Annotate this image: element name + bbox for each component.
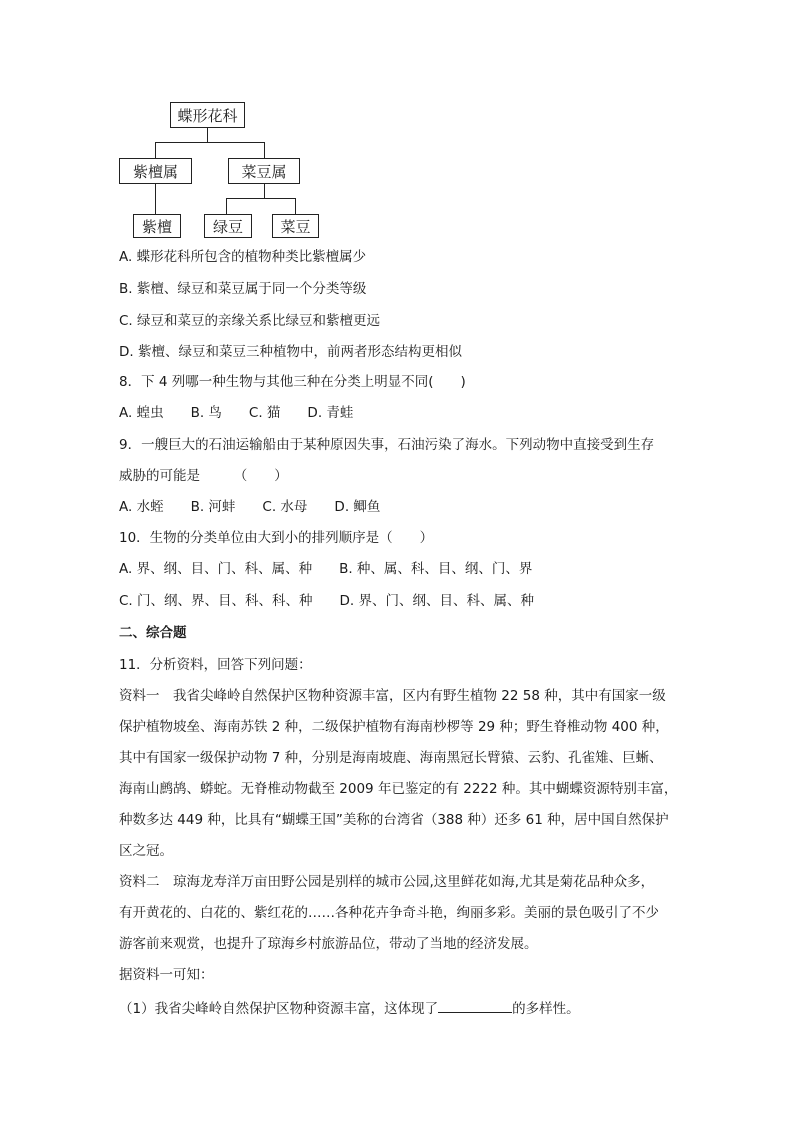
q11-subquestion-1 (119, 998, 580, 1019)
tree-connector (207, 128, 208, 142)
tree-connector (226, 198, 227, 214)
q8-options: A. 蝗虫 B. 鸟 C. 猫 D. 青蛙 (119, 405, 354, 421)
q10-options-line-2: C. 门、纲、界、目、科、科、种 D. 界、门、纲、目、科、属、种 (119, 593, 534, 609)
material-1-line-1: 资料一 我省尖峰岭自然保护区物种资源丰富，区内有野生植物 22 58 种，其中有国家一级 (119, 688, 666, 704)
material-2-line-2: 有开黄花的、白花的、紫红花的……各种花卉争奇斗艳，绚丽多彩。美丽的景色吸引了不少 (119, 905, 659, 921)
tree-node-species-3: 菜豆 (272, 214, 319, 238)
material-1-line-6: 区之冠。 (119, 843, 173, 859)
tree-connector (226, 198, 296, 199)
q9-stem-line-2: 威胁的可能是 （ ） (119, 468, 288, 484)
tree-node-genus-right: 菜豆属 (228, 158, 300, 184)
tree-connector (155, 142, 156, 158)
q11-sub1-text-before: （1）我省尖峰岭自然保护区物种资源丰富，这体现了 (119, 1001, 439, 1017)
classification-tree-diagram (0, 0, 794, 245)
material-1-line-2: 保护植物坡垒、海南苏铁 2 种，二级保护植物有海南杪椤等 29 种；野生脊椎动物 400 种， (119, 719, 669, 735)
section-heading: 二、综合题 (119, 625, 187, 641)
tree-connector (295, 198, 296, 214)
material-1-line-3: 其中有国家一级保护动物 7 种，分别是海南坡鹿、海南黑冠长臂猿、云豹、孔雀雉、巨蜥、 (119, 750, 663, 766)
tree-node-family: 蝶形花科 (170, 102, 245, 128)
tree-node-species-2: 绿豆 (204, 214, 252, 238)
material-2-line-1: 资料二 琼海龙寿洋万亩田野公园是别样的城市公园,这里鲜花如海,尤其是菊花品种众多， (119, 874, 655, 890)
tree-connector (264, 142, 265, 158)
material-1-line-4: 海南山鹧鸪、蟒蛇。无脊椎动物截至 2009 年已鉴定的有 2222 种。其中蝴蝶资源特别丰富， (119, 781, 678, 797)
material-2-line-3: 游客前来观赏，也提升了琼海乡村旅游品位，带动了当地的经济发展。 (119, 936, 538, 952)
tree-node-genus-left: 紫檀属 (119, 158, 192, 184)
q11-sub1-text-after: 的多样性。 (512, 1001, 580, 1017)
answer-blank[interactable] (438, 998, 512, 1013)
q11-stem: 11．分析资料，回答下列问题： (119, 657, 312, 673)
from-material-1-label: 据资料一可知： (119, 967, 214, 983)
q9-options: A. 水蛭 B. 河蚌 C. 水母 D. 鲫鱼 (119, 499, 381, 515)
tree-node-species-1: 紫檀 (133, 214, 181, 238)
tree-connector (155, 142, 265, 143)
q7-option-c: C. 绿豆和菜豆的亲缘关系比绿豆和紫檀更远 (119, 313, 381, 329)
q10-stem: 10．生物的分类单位由大到小的排列顺序是（ ） (119, 530, 434, 546)
q10-options-line-1: A. 界、纲、目、门、科、属、种 B. 种、属、科、目、纲、门、界 (119, 561, 533, 577)
tree-connector (264, 184, 265, 198)
q9-stem-line-1: 9．一艘巨大的石油运输船由于某种原因失事，石油污染了海水。下列动物中直接受到生存 (119, 437, 655, 453)
q7-option-d: D. 紫檀、绿豆和菜豆三种植物中，前两者形态结构更相似 (119, 344, 462, 360)
tree-connector (155, 184, 156, 214)
q7-option-b: B. 紫檀、绿豆和菜豆属于同一个分类等级 (119, 281, 367, 297)
q7-option-a: A. 蝶形花科所包含的植物种类比紫檀属少 (119, 249, 367, 265)
q8-stem: 8．下 4 列哪一种生物与其他三种在分类上明显不同( ) (119, 374, 466, 390)
material-1-line-5: 种数多达 449 种，比具有“蝴蝶王国”美称的台湾省（388 种）还多 61 种，居中国自然保护 (119, 812, 669, 828)
